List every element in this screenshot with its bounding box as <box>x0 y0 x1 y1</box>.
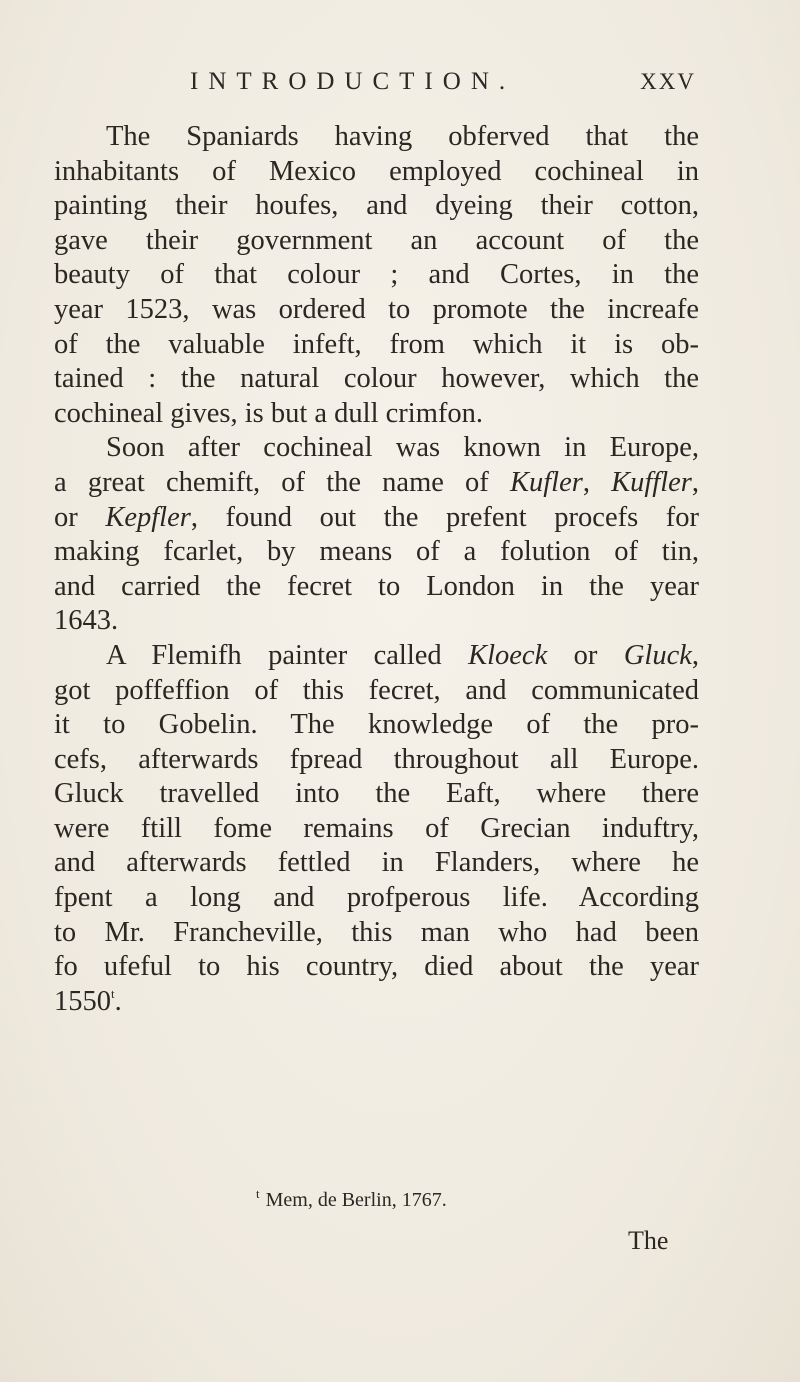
text-line: a great chemift, of the name of Kufler, Kuffler, <box>54 466 700 498</box>
text-line: cefs, afterwards fpread throughout all Europe. <box>54 743 699 775</box>
text-line: The Spaniards having obferved that the <box>106 121 699 152</box>
text-line: and carried the fecret to London in the year <box>54 570 699 602</box>
text-line: year 1523, was ordered to promote the increafe <box>54 293 699 325</box>
italic-name: Kloeck <box>468 639 548 671</box>
text-line: 1550$^t$. <box>54 985 122 1017</box>
footnote <box>256 1180 447 1214</box>
text-line: 1643. <box>54 605 119 637</box>
text-line: Gluck travelled into the Eaft, where there <box>54 778 699 810</box>
text-line: A Flemifh painter called Kloeck or Gluck, <box>106 639 699 671</box>
italic-name: Gluck <box>623 639 692 671</box>
text-line: it to Gobelin. The knowledge of the pro- <box>54 709 699 741</box>
footnote-mark: t <box>256 1186 260 1201</box>
text-line: were ftill fome remains of Grecian induftry, <box>54 812 699 844</box>
text-line: gave their government an account of the <box>54 224 699 256</box>
text-line: of the valuable infeft, from which it is ob- <box>54 328 699 360</box>
italic-name: Kufler <box>509 466 583 498</box>
running-title: INTRODUCTION. <box>190 68 516 95</box>
text-line: and afterwards fettled in Flanders, where he <box>54 847 699 879</box>
text-line: tained : the natural colour however, which the <box>54 363 699 395</box>
footnote-text: Mem, de Berlin, 1767. <box>265 1189 447 1211</box>
running-head <box>0 62 800 102</box>
text-line: painting their houfes, and dyeing their cotton, <box>54 190 699 222</box>
body-text <box>54 120 699 1019</box>
text-line: got poffeffion of this fecret, and communicated <box>54 674 699 706</box>
text-line: beauty of that colour ; and Cortes, in the <box>54 259 699 291</box>
text-line: cochineal gives, is but a dull crimfon. <box>54 397 483 429</box>
text-line: to Mr. Francheville, this man who had been <box>54 916 699 948</box>
page-number: XXV <box>640 69 696 94</box>
text-line: or Kepfler, found out the prefent procefs for <box>54 501 699 533</box>
footnote-reference: t <box>111 985 115 1001</box>
italic-name: Kepfler <box>105 501 191 533</box>
catchword: The <box>628 1226 669 1255</box>
text-line: Soon after cochineal was known in Europe, <box>106 432 699 464</box>
text-line: fpent a long and profperous life. According <box>54 882 699 914</box>
text-line: inhabitants of Mexico employed cochineal in <box>54 155 699 187</box>
italic-name: Kuffler <box>611 466 692 498</box>
text-line: fo ufeful to his country, died about the year <box>54 951 699 983</box>
text-line: making fcarlet, by means of a folution of tin, <box>54 536 699 568</box>
